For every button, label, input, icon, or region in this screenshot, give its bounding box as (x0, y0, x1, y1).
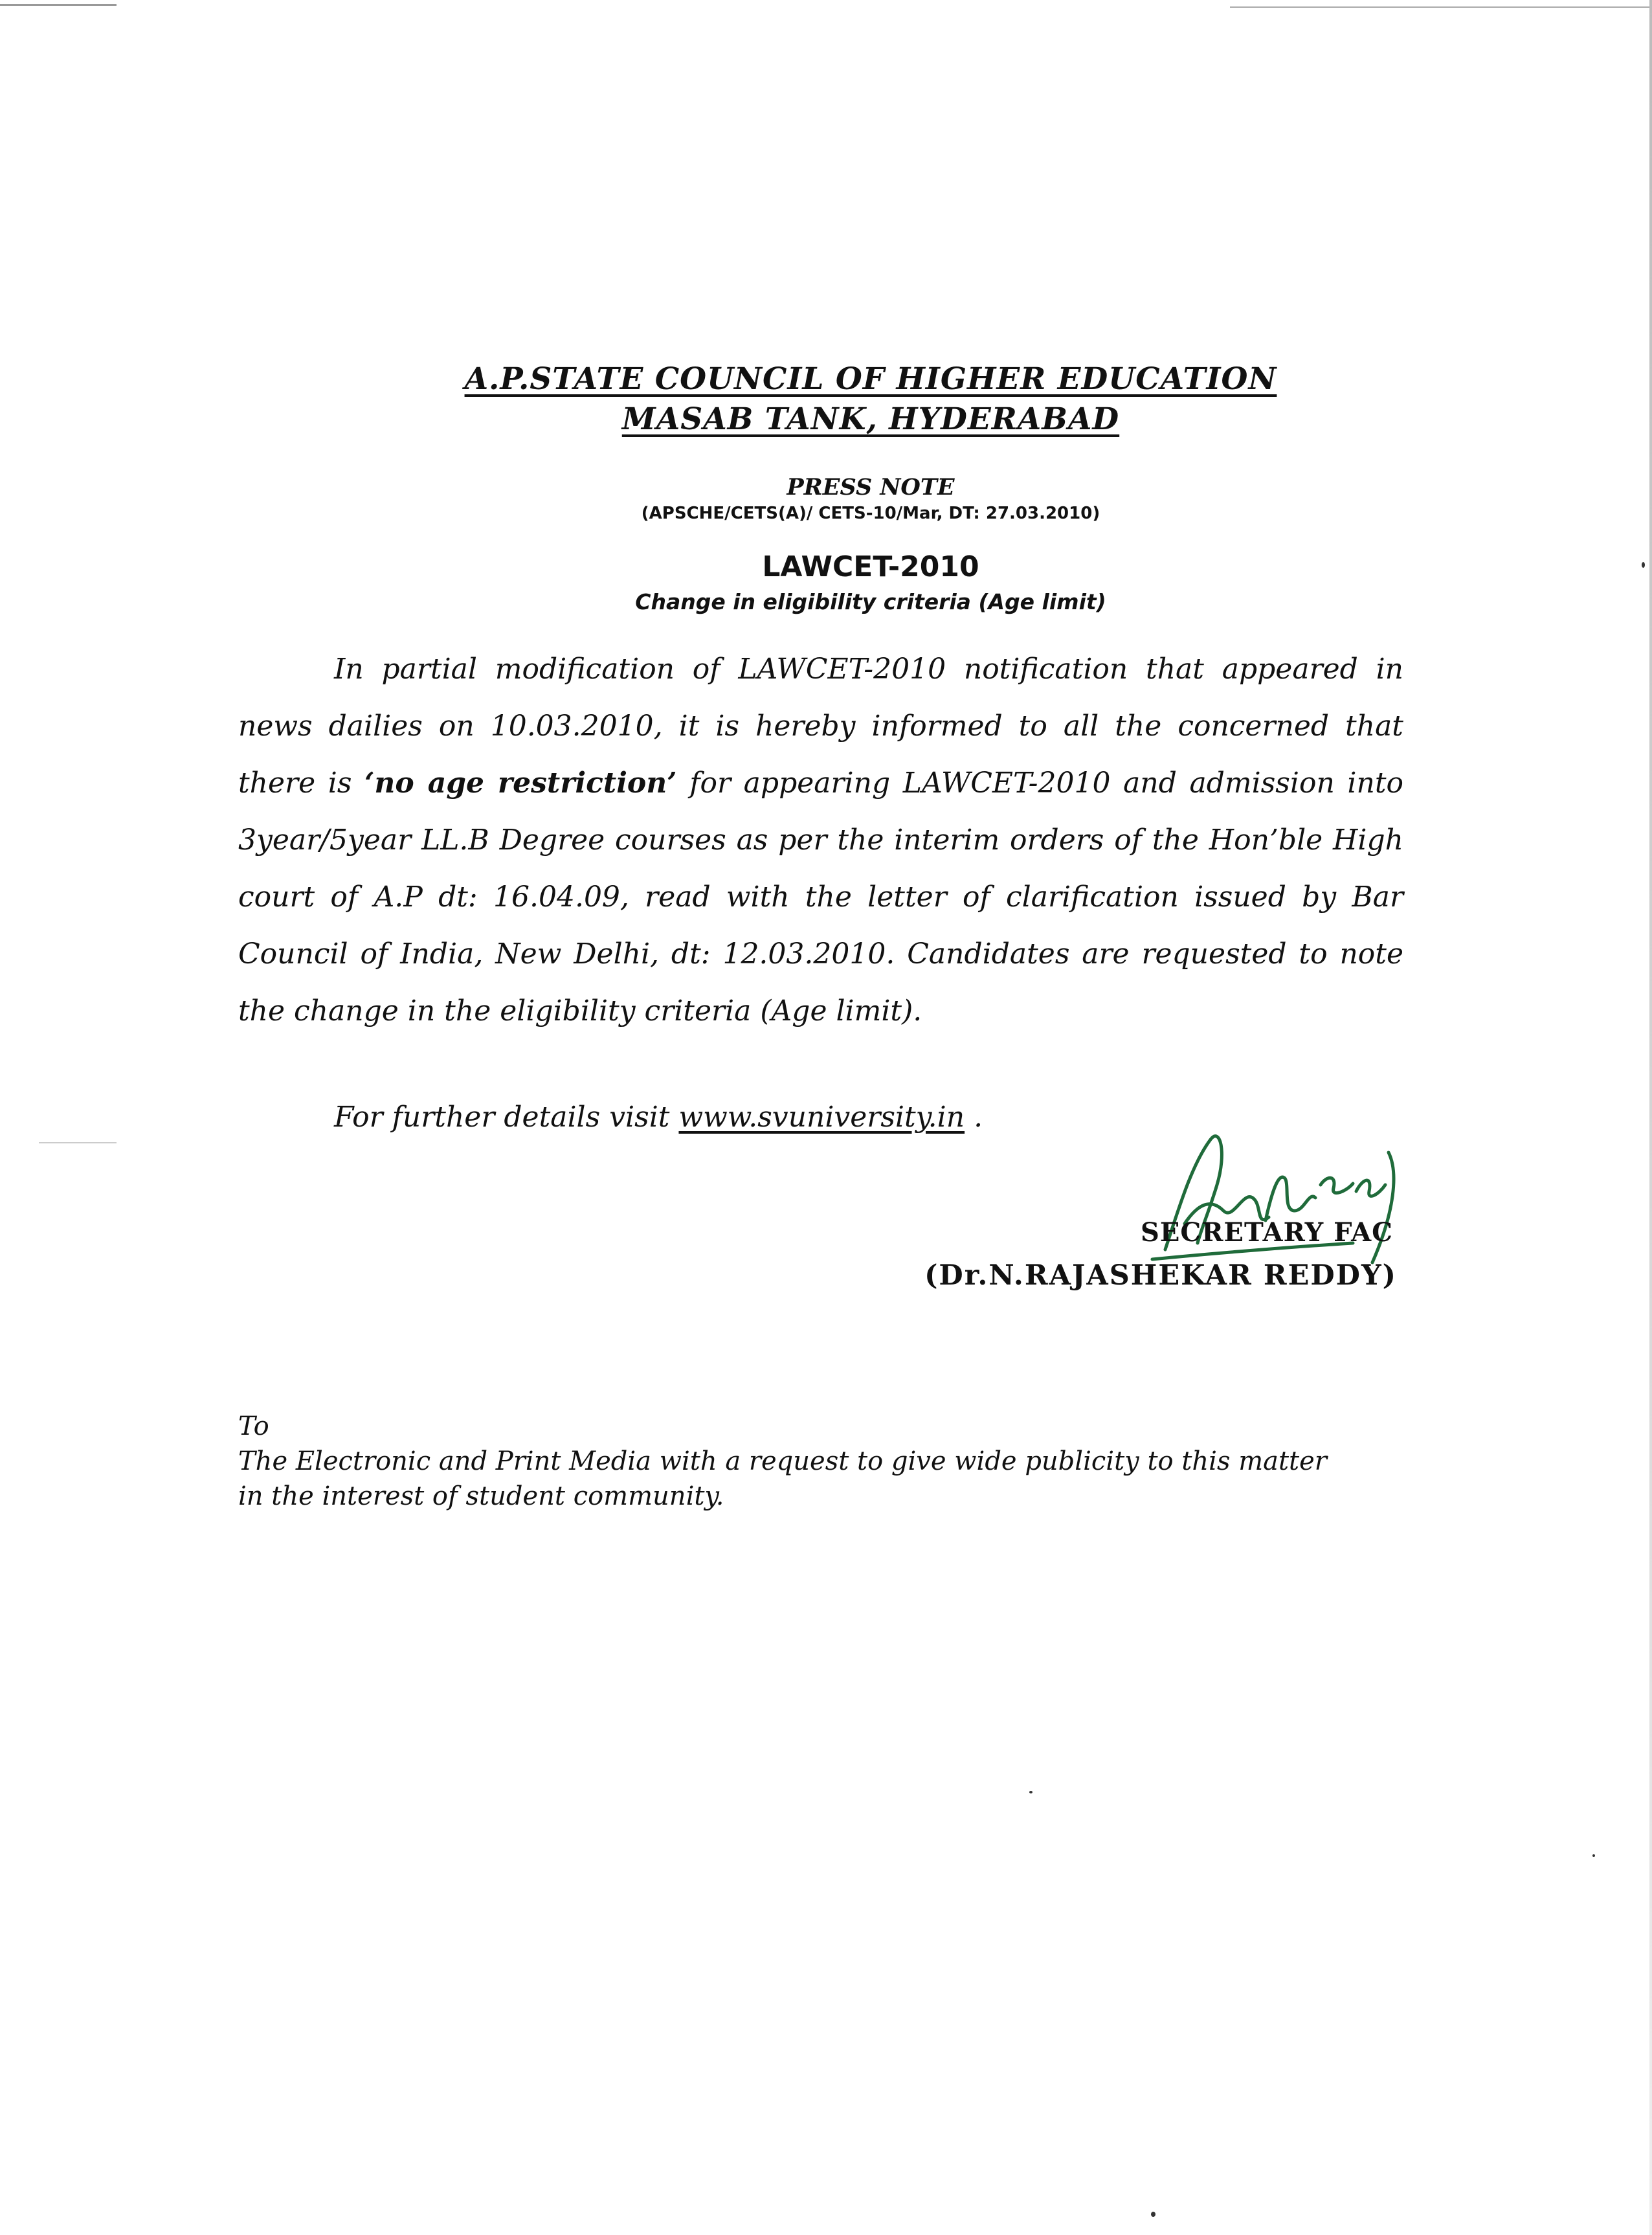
recipient-block (238, 1409, 1468, 1514)
scan-speck (39, 1142, 117, 1143)
scan-edge-right (1649, 0, 1652, 2235)
subject-title: LAWCET-2010 (762, 550, 979, 583)
scan-speck (1592, 1854, 1595, 1857)
further-details (334, 1101, 983, 1134)
notice-paragraph (238, 641, 1403, 1040)
council-address: MASAB TANK, HYDERABAD (621, 401, 1120, 437)
subject-subtitle: Change in eligibility criteria (Age limit) (635, 589, 1106, 614)
press-note-label: PRESS NOTE (787, 474, 955, 500)
scan-speck (1151, 2212, 1155, 2217)
letterhead (0, 359, 1652, 440)
signatory-name: (Dr.N.RAJASHEKAR REDDY) (924, 1259, 1397, 1292)
website-link[interactable]: www.svuniversity.in (678, 1101, 965, 1134)
body-emphasis: ‘no age restriction’ (364, 767, 677, 800)
council-name: A.P.STATE COUNCIL OF HIGHER EDUCATION (464, 361, 1277, 397)
recipient-line-1: The Electronic and Print Media with a request to give wide publicity to this matter (238, 1446, 1327, 1476)
further-prefix: For further details visit (334, 1101, 679, 1134)
notice-body (238, 641, 1403, 1040)
signature-icon (1139, 1114, 1411, 1282)
scan-speck (1029, 1791, 1032, 1793)
signatory-title: SECRETARY FAC (1141, 1217, 1393, 1248)
further-suffix: . (965, 1101, 983, 1134)
recipient-to: To (238, 1411, 269, 1441)
body-text-part2: for appearing LAWCET-2010 and admission into 3year/5year LL.B Degree courses as per the interim orders of the Hon’ble High court of A.P dt: 16.04.09, read with the letter of clarification issued by Bar Council of India, New Delhi, dt: 12.03.2010. Candidates are requested to note the change in the eligibility criteria (Age limit). (238, 767, 1403, 1028)
scan-edge-top (0, 0, 1652, 17)
recipient-line-2: in the interest of student community. (238, 1481, 724, 1511)
body-text-part1: In partial modification of LAWCET-2010 notification that appeared in news dailies on 10.03.2010, it is hereby informed to all the concerned that there is (238, 653, 1403, 800)
reference-number: (APSCHE/CETS(A)/ CETS-10/Mar, DT: 27.03.2010) (641, 504, 1100, 523)
